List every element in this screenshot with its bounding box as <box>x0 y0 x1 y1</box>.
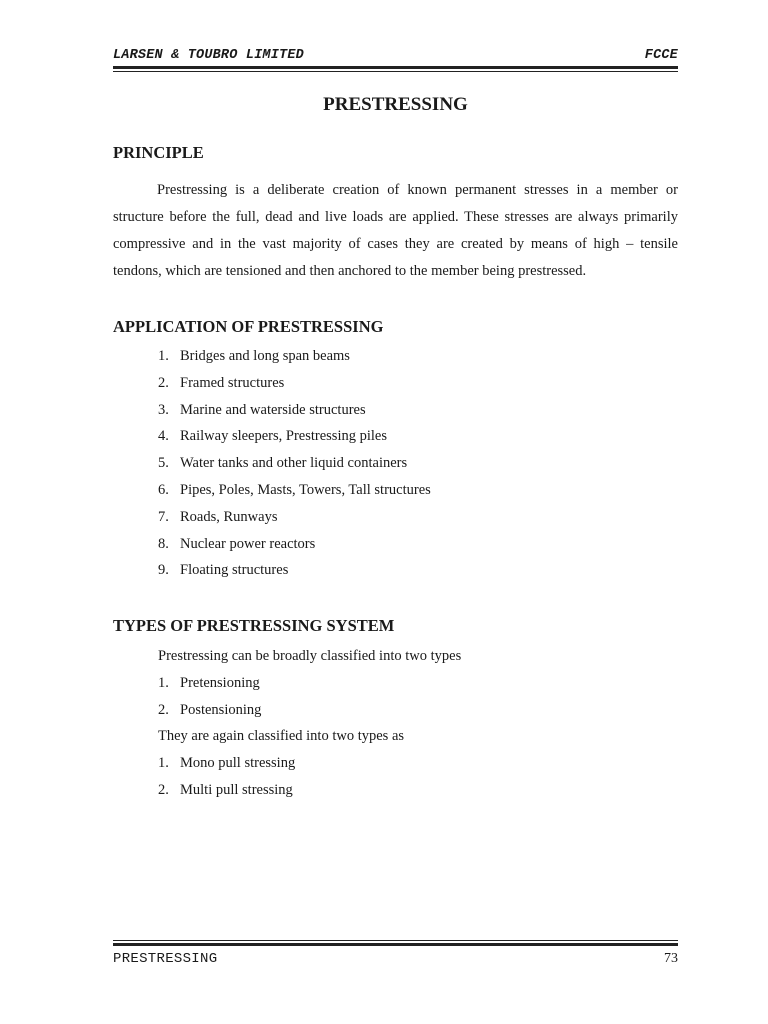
header-code: FCCE <box>644 48 678 63</box>
footer-section-name: PRESTRESSING <box>113 951 218 967</box>
principle-line: tendons, which are tensioned and then anchored to the member being prestressed. <box>113 263 587 279</box>
list-item: 4. Railway sleepers, Prestressing piles <box>158 428 387 445</box>
list-item: 1. Mono pull stressing <box>158 755 296 772</box>
list-intro: Prestressing can be broadly classified into two types <box>158 648 462 664</box>
list-item: 8. Nuclear power reactors <box>158 535 316 552</box>
section-heading-principle: PRINCIPLE <box>113 143 204 162</box>
page-number: 73 <box>664 951 678 966</box>
list-item: 2. Multi pull stressing <box>158 781 293 798</box>
page-header <box>113 46 678 66</box>
list-item: 2. Framed structures <box>158 374 285 391</box>
list-item: 7. Roads, Runways <box>158 508 278 525</box>
list-item: 6. Pipes, Poles, Masts, Towers, Tall structures <box>158 481 431 498</box>
section-heading-application: APPLICATION OF PRESTRESSING <box>113 317 384 336</box>
application-list <box>158 346 431 587</box>
footer-rule-thin <box>113 940 678 941</box>
types-list <box>158 646 461 807</box>
list-intro: They are again classified into two types as <box>158 728 405 745</box>
footer-rule-thick <box>113 943 678 946</box>
list-item: 1. Pretensioning <box>158 674 260 691</box>
header-company: LARSEN & TOUBRO LIMITED <box>113 48 304 63</box>
list-item: 5. Water tanks and other liquid containers <box>158 455 408 472</box>
principle-line: structure before the full, dead and live loads are applied. These stresses are always primarily <box>113 209 678 225</box>
list-item: 9. Floating structures <box>158 562 289 579</box>
header-rule-thin <box>113 71 678 72</box>
list-item: 2. Postensioning <box>158 701 262 718</box>
principle-line: compressive and in the vast majority of cases they are created by means of high – tensile <box>113 236 678 252</box>
list-item: 1. Bridges and long span beams <box>158 348 350 364</box>
header-rule-thick <box>113 66 678 69</box>
list-item: 3. Marine and waterside structures <box>158 401 366 418</box>
page-title: PRESTRESSING <box>323 94 468 115</box>
principle-line: Prestressing is a deliberate creation of known permanent stresses in a member or <box>157 182 678 198</box>
section-heading-types: TYPES OF PRESTRESSING SYSTEM <box>113 616 395 635</box>
principle-paragraph <box>113 177 678 285</box>
